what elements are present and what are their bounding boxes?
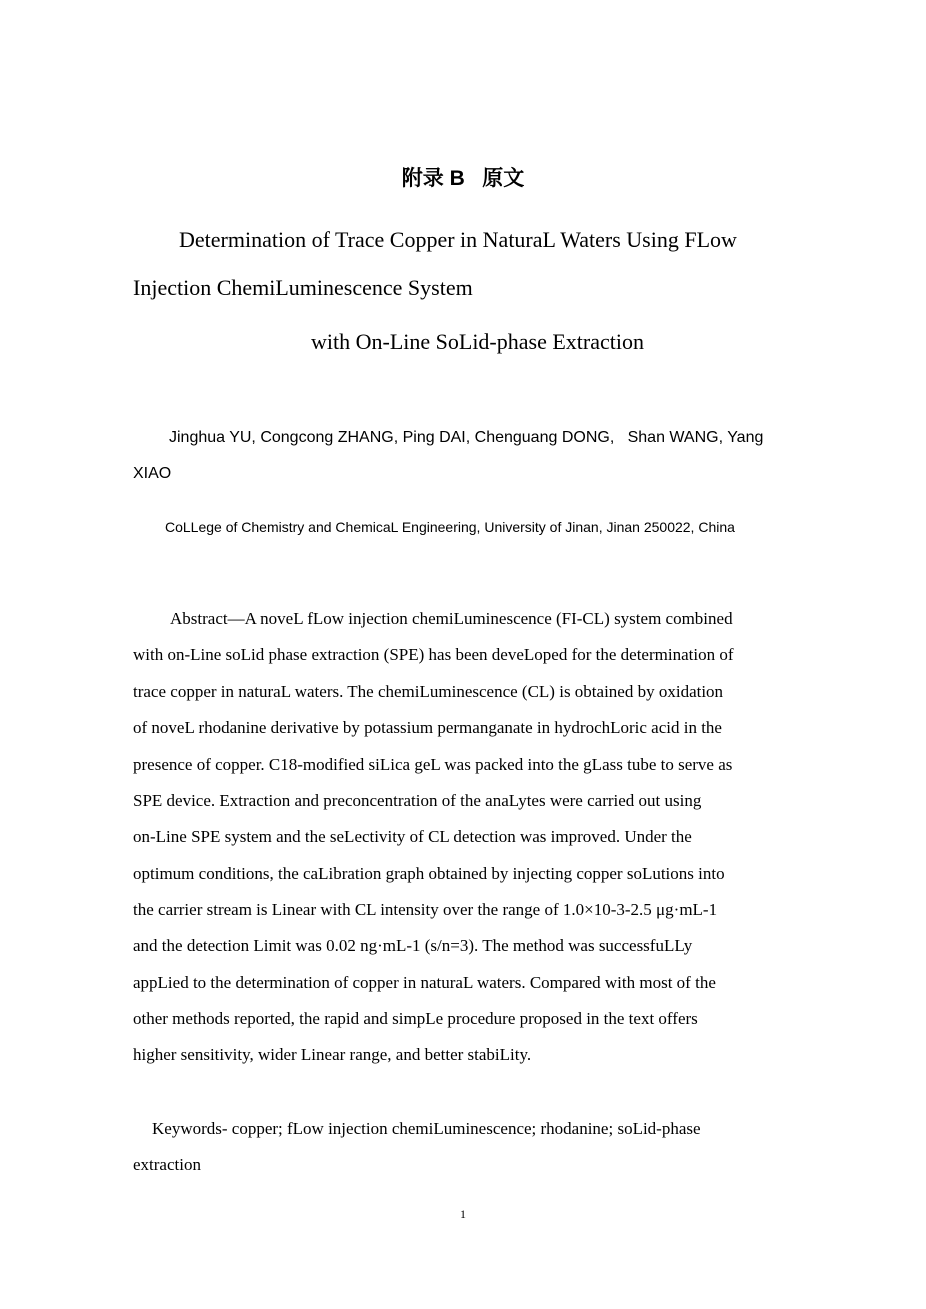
author-list: Jinghua YU, Congcong ZHANG, Ping DAI, Chenguang DONG, Shan WANG, Yang XIAO — [133, 429, 768, 482]
abstract-line: the carrier stream is Linear with CL intensity over the range of 1.0×10-3-2.5 μg·mL-1 — [133, 900, 718, 919]
abstract-line: optimum conditions, the caLibration graph obtained by injecting copper soLutions into — [133, 864, 725, 883]
paper-title-line-2: Injection ChemiLuminescence System — [133, 275, 473, 300]
keywords-line: Keywords- copper; fLow injection chemiLuminescence; rhodanine; soLid-phase — [152, 1119, 701, 1138]
abstract-line: with on-Line soLid phase extraction (SPE) has been deveLoped for the determination of — [133, 645, 734, 664]
abstract-line: SPE device. Extraction and preconcentration of the anaLytes were carried out using — [133, 791, 702, 810]
affiliation: CoLLege of Chemistry and ChemicaL Engineering, University of Jinan, Jinan 250022, China — [165, 519, 735, 535]
abstract-line: higher sensitivity, wider Linear range, and better stabiLity. — [133, 1045, 532, 1064]
abstract-line: on-Line SPE system and the seLectivity of CL detection was improved. Under the — [133, 827, 692, 846]
appendix-heading: 附录 B 原文 — [401, 167, 525, 190]
abstract-line: other methods reported, the rapid and simpLe procedure proposed in the text offers — [133, 1009, 698, 1028]
abstract-line: presence of copper. C18-modified siLica geL was packed into the gLass tube to serve as — [133, 755, 733, 774]
paper-title-line-1: Determination of Trace Copper in NaturaL Waters Using FLow — [179, 227, 737, 252]
abstract-line: appLied to the determination of copper in naturaL waters. Compared with most of the — [133, 973, 716, 992]
keywords-line: extraction — [133, 1155, 201, 1174]
abstract-line: Abstract—A noveL fLow injection chemiLuminescence (FI-CL) system combined — [170, 609, 733, 628]
abstract-line: of noveL rhodanine derivative by potassium permanganate in hydrochLoric acid in the — [133, 718, 722, 737]
abstract-line: and the detection Limit was 0.02 ng·mL-1 (s/n=3). The method was successfuLLy — [133, 936, 693, 955]
paper-title-line-3: with On-Line SoLid-phase Extraction — [311, 329, 644, 354]
page-number: 1 — [460, 1207, 466, 1221]
abstract-line: trace copper in naturaL waters. The chemiLuminescence (CL) is obtained by oxidation — [133, 682, 724, 701]
